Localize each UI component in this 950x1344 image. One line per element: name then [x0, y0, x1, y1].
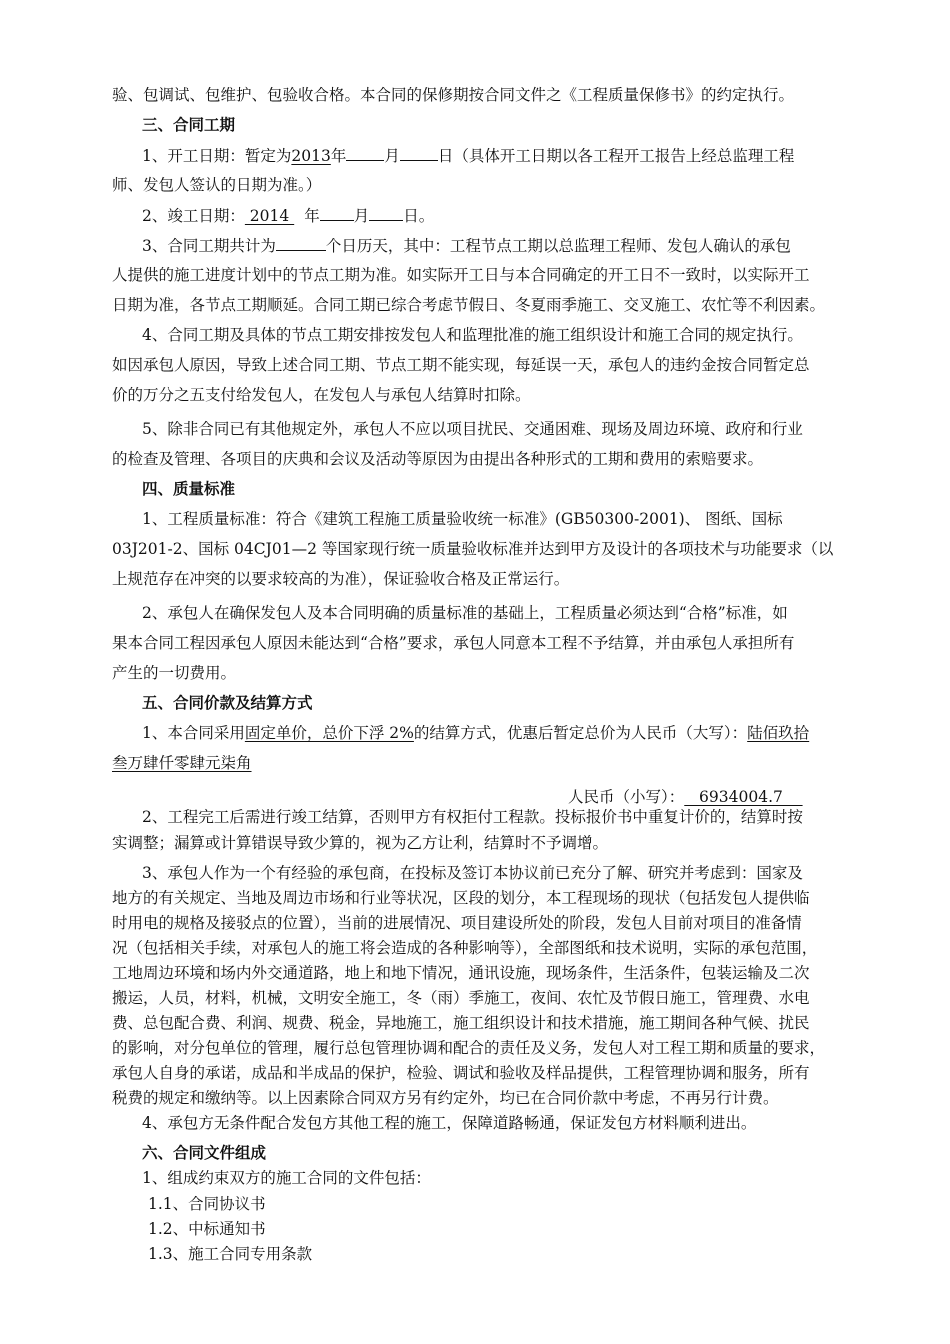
- total-price-uppercase: 陆佰玖拾: [747, 724, 810, 742]
- body-line: 日期为准，各节点工期顺延。合同工期已综合考虑节假日、冬夏雨季施工、交叉施工、农忙等不利因素。: [112, 296, 826, 314]
- body-line: 如因承包人原因，导致上述合同工期、节点工期不能实现，每延误一天，承包人的违约金按合同暂定总: [112, 356, 810, 374]
- body-line: 1、工程质量标准：符合《建筑工程施工质量验收统一标准》(GB50300-2001)、 图纸、国标: [142, 510, 783, 528]
- body-line: 费、总包配合费、利润、规费、税金，异地施工，施工组织设计和技术措施，施工期间各种气候、扰民: [112, 1014, 810, 1032]
- body-text: 日（具体开工日期以各工程开工报告上经总监理工程: [437, 147, 795, 165]
- start-day-blank: [400, 145, 438, 161]
- total-price-lowercase: 6934004.7: [684, 788, 803, 806]
- body-line: 时用电的规格及接驳点的位置），当前的进展情况、项目建设所处的阶段，发包人目前对项目的准备情: [112, 914, 802, 932]
- body-line: 5、除非合同已有其他规定外，承包人不应以项目扰民、交通困难、现场及周边环境、政府和行业: [142, 420, 803, 438]
- price-line-continued: [112, 753, 252, 773]
- body-text: 个日历天，其中：工程节点工期以总监理工程师、发包人确认的承包: [325, 237, 791, 255]
- body-line: 况（包括相关手续，对承包人的施工将会造成的各种影响等），全部图纸和技术说明，实际的承包范围，: [112, 939, 818, 957]
- body-text: 人民币（小写）：: [568, 788, 685, 806]
- body-text: 3、合同工期共计为: [142, 237, 276, 255]
- body-line: 4、承包方无条件配合发包方其他工程的施工，保障道路畅通，保证发包方材料顺利进出。: [142, 1114, 757, 1132]
- body-text: 的结算方式，优惠后暂定总价为人民币（大写）：: [413, 724, 748, 742]
- body-text: 1、本合同采用: [142, 724, 245, 742]
- body-line: 上规范存在冲突的以要求较高的为准），保证验收合格及正常运行。: [112, 570, 570, 588]
- list-item: 1.2、中标通知书: [148, 1220, 266, 1238]
- start-year: 2013: [291, 147, 331, 165]
- body-text: 1、开工日期：暂定为: [142, 147, 292, 165]
- body-line: 税费的规定和缴纳等。以上因素除合同双方另有约定外，均已在合同价款中考虑，不再另行计费。: [112, 1089, 779, 1107]
- body-line: 人提供的施工进度计划中的节点工期为准。如实际开工日与本合同确定的开工日不一致时，以实际开工: [112, 266, 810, 284]
- body-line: 价的万分之五支付给发包人，在发包人与承包人结算时扣除。: [112, 386, 531, 404]
- body-line: 地方的有关规定、当地及周边市场和行业等状况，区段的划分，本工程现场的现状（包括发包人提供临: [112, 889, 810, 907]
- duration-line: [142, 235, 791, 256]
- body-line: 03J201-2、国标 04CJ01—2 等国家现行统一质量验收标准并达到甲方及设计的各项技术与功能要求（以: [112, 540, 834, 558]
- body-text: 日。: [403, 207, 435, 225]
- body-line: 师、发包人签认的日期为准。）: [112, 176, 322, 194]
- price-lowercase-line: [568, 787, 803, 807]
- body-text: 月: [353, 207, 370, 225]
- settlement-mode: 固定单价，总价下浮 2%: [244, 724, 414, 742]
- body-text: 年: [304, 207, 320, 225]
- completion-year: 2014: [244, 207, 295, 225]
- body-text: 月: [384, 147, 400, 165]
- body-line: 实调整；漏算或计算错误导致少算的，视为乙方让利，结算时不予调增。: [112, 834, 609, 852]
- section-heading-schedule: 三、合同工期: [142, 116, 236, 134]
- section-heading-quality: 四、质量标准: [142, 480, 236, 498]
- completion-date-line: [142, 205, 434, 226]
- completion-month-blank: [320, 205, 354, 221]
- body-line: 搬运，人员，材料，机械，文明安全施工，冬（雨）季施工，夜间、农忙及节假日施工，管理费、水电: [112, 989, 810, 1007]
- body-line: 的检查及管理、各项目的庆典和会议及活动等原因为由提出各种形式的工期和费用的索赔要求。: [112, 450, 764, 468]
- price-line: [142, 723, 809, 743]
- body-line: 2、工程完工后需进行竣工结算，否则甲方有权拒付工程款。投标报价书中重复计价的，结算时按: [142, 808, 803, 826]
- total-price-uppercase-continued: 叁万肆仟零肆元柒角: [112, 754, 252, 772]
- body-text: 2、竣工日期：: [142, 207, 245, 225]
- body-line: 验、包调试、包维护、包验收合格。本合同的保修期按合同文件之《工程质量保修书》的约定执行。: [112, 86, 795, 104]
- list-item: 1.3、施工合同专用条款: [148, 1245, 313, 1263]
- completion-day-blank: [369, 205, 403, 221]
- start-date-line: [142, 145, 794, 166]
- body-line: 4、合同工期及具体的节点工期安排按发包人和监理批准的施工组织设计和施工合同的规定执行。: [142, 326, 803, 344]
- body-line: 工地周边环境和场内外交通道路，地上和地下情况，通讯设施，现场条件，生活条件，包装运输及二次: [112, 964, 810, 982]
- body-line: 果本合同工程因承包人原因未能达到“合格”要求，承包人同意本工程不予结算，并由承包人承担所有: [112, 634, 795, 652]
- body-line: 的影响，对分包单位的管理，履行总包管理协调和配合的责任及义务，发包人对工程工期和质量的要求，: [112, 1039, 826, 1057]
- body-line: 2、承包人在确保发包人及本合同明确的质量标准的基础上，工程质量必须达到“合格”标准，如: [142, 604, 788, 622]
- body-line: 3、承包人作为一个有经验的承包商，在投标及签订本协议前已充分了解、研究并考虑到：国家及: [142, 864, 803, 882]
- section-heading-price: 五、合同价款及结算方式: [142, 694, 313, 712]
- section-heading-documents: 六、合同文件组成: [142, 1144, 267, 1162]
- body-line: 承包人自身的承诺，成品和半成品的保护，检验、调试和验收及样品提供，工程管理协调和服务，所有: [112, 1064, 810, 1082]
- body-line: 产生的一切费用。: [112, 664, 237, 682]
- body-line: 1、组成约束双方的施工合同的文件包括：: [142, 1169, 431, 1187]
- start-month-blank: [346, 145, 384, 161]
- list-item: 1.1、合同协议书: [148, 1195, 266, 1213]
- duration-days-blank: [276, 235, 326, 251]
- body-text: 年: [330, 147, 347, 165]
